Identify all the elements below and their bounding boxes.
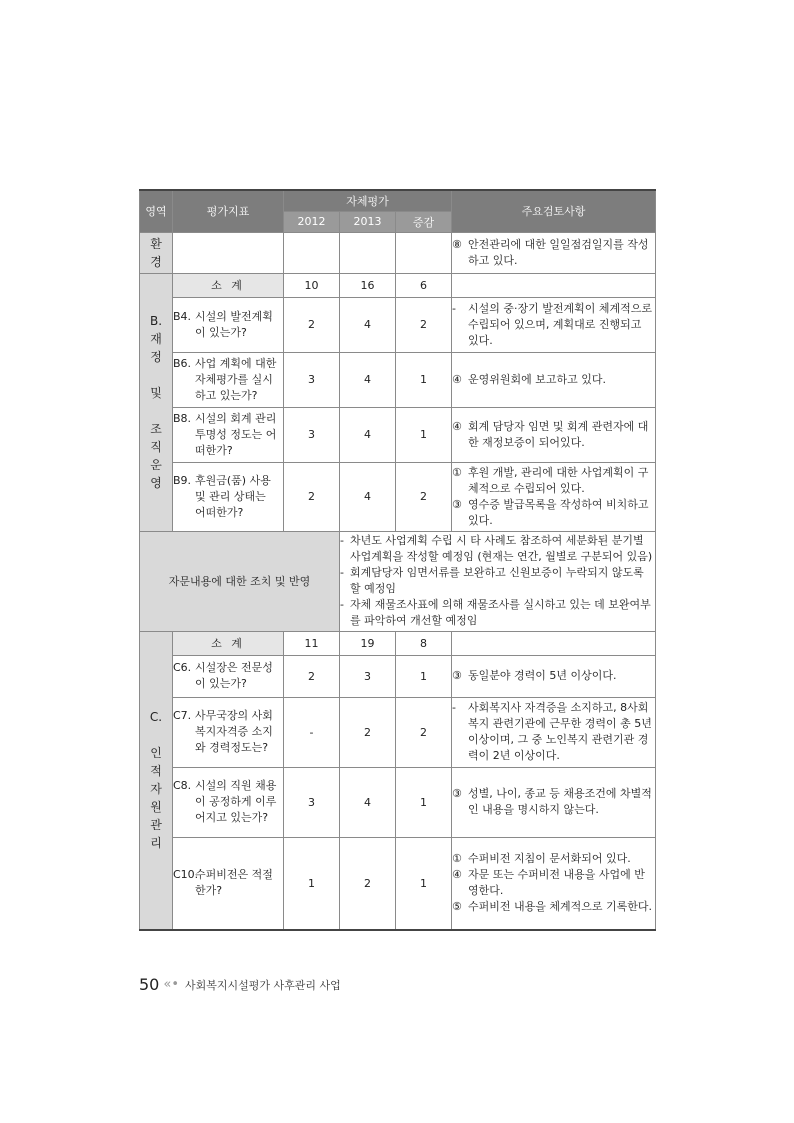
area-environment: 환 경 [140,232,173,273]
double-chevron-icon: «• [163,977,179,992]
area-char: 영 [150,476,162,490]
area-char: 적 [150,764,162,779]
header-change: 증감 [396,211,452,232]
indicator-b6: B6. 사업 계획에 대한 자체평가를 실시하고 있는가? [173,352,284,407]
review-c10: ① 수퍼비전 지침이 문서화되어 있다. ④ 자문 또는 수퍼비전 내용을 사업에 반영한다. ⑤ 수퍼비전 내용을 체계적으로 기록한다. [452,837,656,930]
header-2012: 2012 [284,211,340,232]
area-section-c [140,631,173,930]
area-char: 원 [150,800,162,815]
evaluation-table: 영역 평가지표 자체평가 주요검토사항 2012 2013 증감 환 경 ⑧ 안전관리에 대한 일일점검일지를 작성하고 있다. B. 재 정 및 조 직 운 영 소 계 10 16 6 B4. 시설의 발전계획이 있는가? 2 4 2 - 시설의 중·장기 발전계획이 체계적으로 수립되어 있으며, 계획대로 진행되고 있다. B6. 사업 계획에 대한 자체평가를 실시하고 있는가? 3 4 1 ④ 운영위원회에 보고하고 있다. B8. 시설의 회계 관리 투명성 정도는 어떠한가? 3 4 1 ④ 회계 담당자 임면 및 회계 관련자에 대한 재정보증이 되어있다. B9. 후원금(품) 사용 및 관리 상태는 어떠한가? 2 4 2 ① 후원 개발, 관리에 대한 사업계획이 구체적으로 수립되어 있다. ③ 영수증 발급목록을 작성하여 비치하고 있다. 자문내용에 대한 조치 및 반영 - 차년도 사업계획 수립 시 타 사례도 참조하여 세분화된 분기별 사업계획을 작성할 예정임 (현재는 연간, 월별로 구분되어 있음) - 회계담당자 임면서류를 보완하고 신원보증이 누락되지 않도록 할 예정임 - 자체 재물조사표에 의해 재물조사를 실시하고 있는 데 보완여부를 파악하여 개선할 예정임 C. 인 적 자 원 관 리 소 계 11 19 8 C6. 시설장은 전문성이 있는가? 2 3 1 ③ 동일분야 경력이 5년 이상이다. C7. 사무국장의 사회복지자격증 소지와 경력정도는? - 2 2 - 사회복지사 자격증을 소지하고, 8사회복지 관련기관에 근무한 경력이 총 5년 이상이며, 그 중 노인복지 관련기관 경력이 2년 이상이다. C8. 시설의 직원 채용이 공정하게 이루어지고 있는가? 3 4 1 ③ 성별, 나이, 종교 등 채용조건에 차별적인 내용을 명시하지 않는다. C10.수퍼비전은 적절한가? 1 2 1 ① 수퍼비전 지침이 문서화되어 있다. ④ 자문 또는 수퍼비전 내용을 사업에 반영한다. ⑤ 수퍼비전 내용을 체계적으로 기록한다. [139,189,656,931]
area-char: 자 [150,782,162,797]
review-c6: ③ 동일분야 경력이 5년 이상이다. [452,655,656,697]
advice-label: 자문내용에 대한 조치 및 반영 [140,531,340,631]
indicator-c8: C8. 시설의 직원 채용이 공정하게 이루어지고 있는가? [173,767,284,837]
area-char [140,402,172,420]
subtotal-label: 소 계 [173,631,284,655]
header-area: 영역 [140,190,173,232]
area-char: 및 [150,386,162,400]
area-char: 인 [150,746,162,761]
review-b8: ④ 회계 담당자 임면 및 회계 관련자에 대한 재정보증이 되어있다. [452,407,656,462]
indicator-c6: C6. 시설장은 전문성이 있는가? [173,655,284,697]
advice-content: - 차년도 사업계획 수립 시 타 사례도 참조하여 세분화된 분기별 사업계획을 작성할 예정임 (현재는 연간, 월별로 구분되어 있음) - 회계담당자 임면서류를 보완하고 신원보증이 누락되지 않도록 할 예정임 - 자체 재물조사표에 의해 재물조사를 실시하고 있는 데 보완여부를 파악하여 개선할 예정임 [340,531,656,631]
footer-title: 사회복지시설평가 사후관리 사업 [184,978,341,992]
area-char [140,366,172,384]
area-char: 운 [150,458,162,472]
area-char: 관 [150,818,162,833]
indicator-c10: C10.수퍼비전은 적절한가? [173,837,284,930]
area-char [140,726,172,744]
header-self-eval: 자체평가 [284,190,452,211]
review-b4: - 시설의 중·장기 발전계획이 체계적으로 수립되어 있으며, 계획대로 진행되고 있다. [452,297,656,352]
review-b9: ① 후원 개발, 관리에 대한 사업계획이 구체적으로 수립되어 있다. ③ 영수증 발급목록을 작성하여 비치하고 있다. [452,462,656,531]
area-char: 조 [150,422,162,436]
area-char: 리 [150,836,162,851]
review-c7: - 사회복지사 자격증을 소지하고, 8사회복지 관련기관에 근무한 경력이 총 5년 이상이며, 그 중 노인복지 관련기관 경력이 2년 이상이다. [452,697,656,767]
area-char: 정 [150,350,162,364]
area-char: B. [149,314,163,328]
indicator-c7: C7. 사무국장의 사회복지자격증 소지와 경력정도는? [173,697,284,767]
area-char: C. [149,710,163,725]
indicator-b9: B9. 후원금(품) 사용 및 관리 상태는 어떠한가? [173,462,284,531]
area-char: 직 [150,440,162,454]
review-c8: ③ 성별, 나이, 종교 등 채용조건에 차별적인 내용을 명시하지 않는다. [452,767,656,837]
subtotal-label: 소 계 [173,273,284,297]
area-section-b [140,273,173,531]
page-footer [139,975,341,994]
page-number: 50 [139,975,160,994]
area-char: 재 [150,332,162,346]
indicator-b4: B4. 시설의 발전계획이 있는가? [173,297,284,352]
review-b6: ④ 운영위원회에 보고하고 있다. [452,352,656,407]
review-env: ⑧ 안전관리에 대한 일일점검일지를 작성하고 있다. [452,232,656,273]
header-2013: 2013 [340,211,396,232]
indicator-b8: B8. 시설의 회계 관리 투명성 정도는 어떠한가? [173,407,284,462]
header-indicator: 평가지표 [173,190,284,232]
header-review: 주요검토사항 [452,190,656,232]
